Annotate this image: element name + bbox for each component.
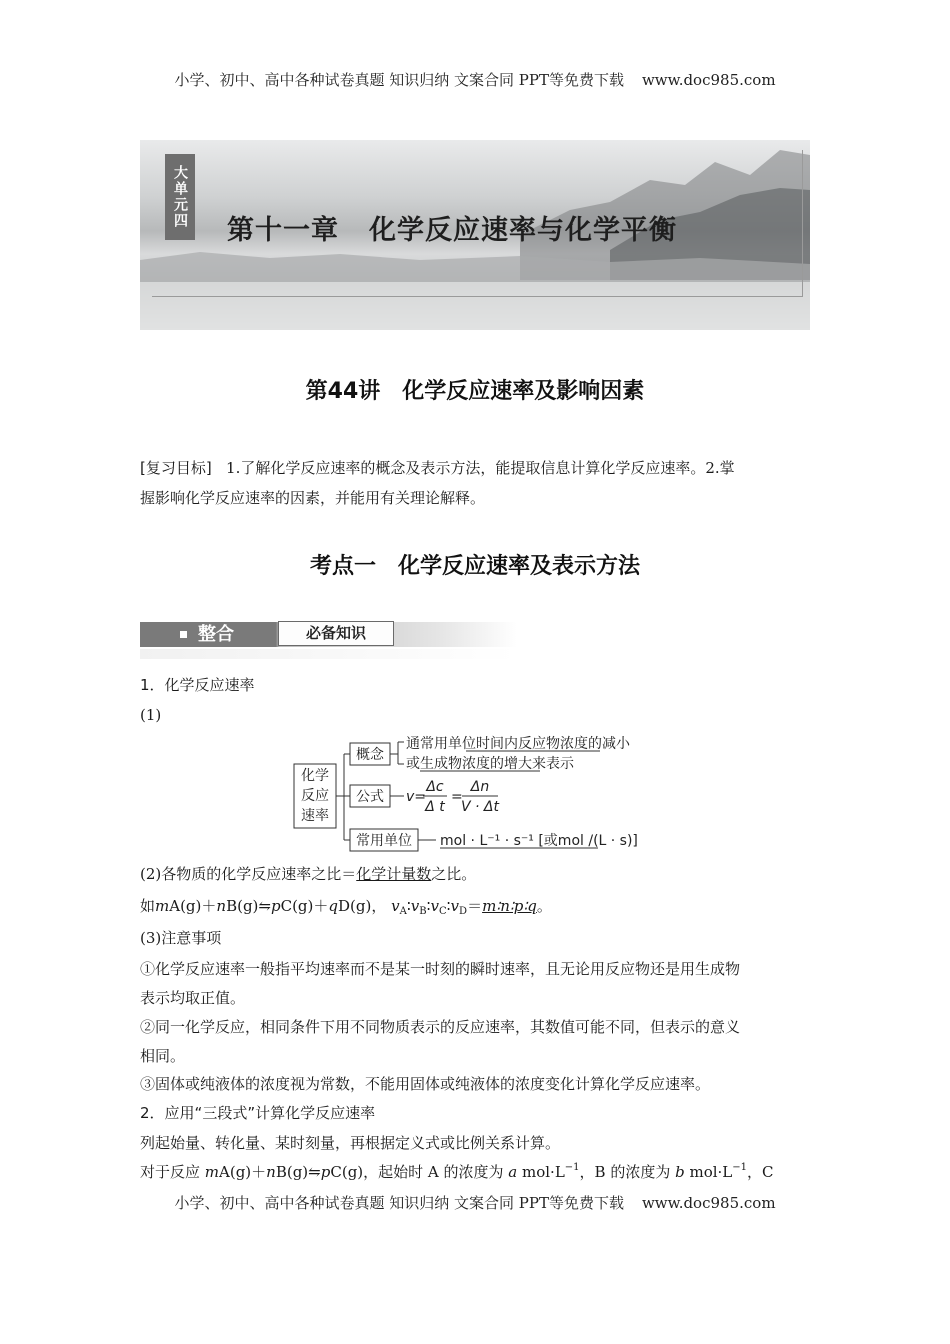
example-equation: [140, 896, 810, 916]
l2-sup: −1: [564, 1162, 580, 1173]
section-2-line2: [140, 1162, 810, 1182]
equals-sign: ＝: [467, 897, 483, 915]
coef-n: n: [216, 897, 227, 915]
sub-b: B: [419, 906, 427, 917]
header-text: 小学、初中、高中各种试卷真题 知识归纳 文案合同 PPT等免费下载: [174, 71, 624, 89]
paragraph-2-suffix: 之比。: [431, 865, 477, 883]
sub-c: C: [438, 906, 447, 917]
species-d: D(g)，: [338, 897, 387, 915]
note-1-line1: [140, 959, 810, 979]
l2-b-value: b: [675, 1163, 685, 1181]
header-url: www.doc985.com: [641, 71, 776, 89]
section-bar-left-label: 整合: [198, 624, 234, 645]
colon-1: ∶: [406, 897, 411, 915]
square-bullet-icon: [180, 631, 187, 638]
colon-2: ∶: [426, 897, 431, 915]
note-2-line2-text: 相同。: [140, 1047, 186, 1065]
rate-vb: v: [410, 897, 420, 915]
paragraph-2-underlined: 化学计量数: [356, 865, 432, 883]
rate-va: v: [391, 897, 400, 915]
note-2-line1: [140, 1017, 810, 1037]
l2-sup2: −1: [732, 1162, 748, 1173]
concept-line2: 或生成物浓度的增大来表示: [406, 756, 574, 772]
chapter-title: [227, 208, 677, 247]
example-end: 。: [536, 897, 552, 915]
paragraph-2-prefix: (2)各物质的化学反应速率之比＝: [140, 865, 357, 883]
l2-a: 对于反应: [140, 1163, 205, 1181]
paragraph-3-label-text: (3)注意事项: [140, 929, 222, 947]
example-intro: 如: [140, 897, 156, 915]
rate-vc: v: [430, 897, 439, 915]
root-line3: 速率: [301, 808, 329, 824]
l2-e: mol·L: [517, 1163, 565, 1181]
review-objectives: [140, 458, 810, 478]
page-footer: [0, 1192, 950, 1213]
section-1-heading: [140, 675, 810, 695]
l2-m: m: [204, 1163, 220, 1181]
lecture-number: 第44讲: [305, 379, 381, 404]
unit-label: 常用单位: [356, 833, 412, 849]
coef-q: q: [328, 897, 338, 915]
paragraph-2: [140, 864, 810, 884]
section-bar-fade: [140, 649, 517, 659]
note-1-line2: [140, 988, 810, 1008]
l2-h: ，C: [747, 1163, 774, 1181]
formula-vdt: V · Δt: [461, 799, 499, 815]
formula-v: v=: [406, 789, 427, 805]
sub-a: A: [399, 906, 407, 917]
l2-d: C(g)，起始时 A 的浓度为: [330, 1163, 509, 1181]
root-line1: 化学: [301, 768, 329, 784]
unit-tag: 大单元四: [165, 154, 195, 240]
sub-d: D: [459, 906, 468, 917]
rate-ratio: m∶n∶p∶q: [482, 897, 537, 915]
topic-number: 考点一: [309, 554, 376, 579]
l2-n: n: [266, 1163, 276, 1181]
colon-3: ∶: [446, 897, 451, 915]
section-2-heading-text: 2．应用“三段式”计算化学反应速率: [140, 1104, 376, 1122]
concept-line1: 通常用单位时间内反应物浓度的减小: [406, 736, 630, 752]
note-3: [140, 1074, 810, 1094]
l2-f: ，B 的浓度为: [579, 1163, 676, 1181]
l2-g: mol·L: [684, 1163, 733, 1181]
objectives-line1: 1.了解化学反应速率的概念及表示方法，能提取信息计算化学反应速率。2.掌: [226, 459, 735, 477]
species-c: C(g)＋: [280, 897, 329, 915]
formula-dn: Δn: [470, 779, 490, 795]
section-bar-right-label: 必备知识: [278, 621, 394, 646]
rate-vd: v: [450, 897, 460, 915]
concept-bracket: [390, 742, 404, 764]
footer-text: 小学、初中、高中各种试卷真题 知识归纳 文案合同 PPT等免费下载: [174, 1194, 624, 1212]
formula-dc: Δc: [426, 779, 444, 795]
l2-a-value: a: [508, 1163, 518, 1181]
chapter-name: 化学反应速率与化学平衡: [369, 215, 677, 246]
l2-b: A(g)＋: [219, 1163, 267, 1181]
formula-equals: =: [451, 789, 463, 805]
objectives-line2: 握影响化学反应速率的因素，并能用有关理论解释。: [140, 489, 486, 507]
paragraph-3-label: [140, 928, 810, 948]
footer-url: www.doc985.com: [641, 1194, 776, 1212]
rate-concept-diagram: [290, 734, 660, 854]
objectives-line2-wrap: [140, 488, 810, 508]
unit-text: mol · L⁻¹ · s⁻¹ [或mol /(L · s)]: [440, 833, 638, 849]
topic-name: 化学反应速率及表示方法: [398, 554, 641, 579]
note-2-line2: [140, 1046, 810, 1066]
paragraph-1-label: [140, 705, 810, 725]
page-header: [0, 69, 950, 90]
note-3-text: ③固体或纯液体的浓度视为常数，不能用固体或纯液体的浓度变化计算化学反应速率。: [140, 1075, 711, 1093]
section-2-heading: [140, 1103, 810, 1123]
section-2-line1: [140, 1133, 810, 1153]
lecture-name: 化学反应速率及影响因素: [402, 379, 645, 404]
formula-dt: Δ t: [425, 799, 445, 815]
note-1-line1-text: ①化学反应速率一般指平均速率而不是某一时刻的瞬时速率，且无论用反应物还是用生成物: [140, 960, 741, 978]
species-b: B(g): [226, 897, 259, 915]
objectives-label: [复习目标]: [140, 459, 212, 477]
l2-c: B(g): [275, 1163, 309, 1181]
coef-p: p: [270, 897, 281, 915]
section-1-heading-text: 1．化学反应速率: [140, 676, 255, 694]
section-bar: [140, 619, 517, 663]
root-line2: 反应: [301, 788, 329, 804]
formula-label: 公式: [356, 789, 384, 805]
concept-label: 概念: [356, 747, 384, 763]
coef-m: m: [155, 897, 170, 915]
chapter-banner: [140, 140, 810, 330]
lecture-title: [0, 374, 950, 405]
note-2-line1-text: ②同一化学反应，相同条件下用不同物质表示的反应速率，其数值可能不同，但表示的意义: [140, 1018, 741, 1036]
topic-title: [0, 549, 950, 580]
note-1-line2-text: 表示均取正值。: [140, 989, 246, 1007]
equilibrium-arrow-icon: ⇋: [258, 897, 271, 915]
tree-brackets: [336, 754, 350, 840]
species-a: A(g)＋: [169, 897, 217, 915]
l2-p: p: [320, 1163, 331, 1181]
paragraph-1-label-text: (1): [140, 706, 162, 724]
chapter-number: 第十一章: [227, 215, 339, 246]
equilibrium-arrow-icon-2: ⇋: [308, 1163, 321, 1181]
section-2-line1-text: 列起始量、转化量、某时刻量，再根据定义式或比例关系计算。: [140, 1134, 561, 1152]
